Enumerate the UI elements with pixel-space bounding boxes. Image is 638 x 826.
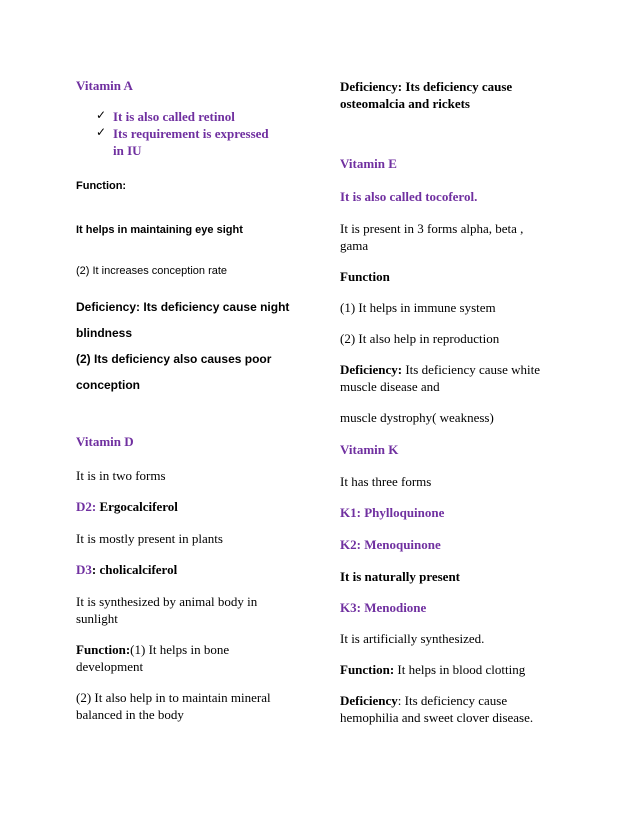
vitamin-d-function-2-cont: balanced in the body: [76, 707, 184, 722]
vitamin-d-function-1: [76, 641, 229, 658]
vitamin-e-deficiency-cont: muscle disease and: [340, 379, 440, 394]
vitamin-a-deficiency-bone-cont: osteomalcia and rickets: [340, 96, 470, 111]
e-deficiency-label: Deficiency:: [340, 362, 403, 377]
vitamin-d2-line: [76, 498, 178, 515]
vitamin-d-function-1-cont: development: [76, 659, 144, 674]
k-deficiency-label: Deficiency: [340, 693, 398, 708]
vitamin-e-deficiency: [340, 361, 540, 378]
vitamin-k-heading: Vitamin K: [340, 442, 399, 457]
vitamin-d-heading: Vitamin D: [76, 434, 134, 449]
k-function-label: Function:: [340, 662, 395, 677]
vitamin-a-function-1: It helps in maintaining eye sight: [76, 224, 243, 236]
vitamin-k-deficiency: [340, 692, 507, 709]
vitamin-a-deficiency-bone: Deficiency: Its deficiency cause: [340, 79, 513, 94]
d2-name: Ergocalciferol: [99, 499, 178, 514]
vitamin-d3-description: It is synthesized by animal body in: [76, 594, 258, 609]
d2-label: D2:: [76, 499, 97, 514]
vitamin-e-function-label: Function: [340, 269, 390, 284]
vitamin-k-function: [340, 661, 525, 678]
vitamin-a-bullet-1: It is also called retinol: [113, 109, 235, 124]
vitamin-k-deficiency-cont: hemophilia and sweet clover disease.: [340, 710, 534, 725]
vitamin-a-deficiency-2: (2) Its deficiency also causes poor: [76, 352, 272, 366]
d-function-text: (1) It helps in bone: [130, 642, 230, 657]
vitamin-e-aka: It is also called tocoferol.: [340, 189, 478, 204]
vitamin-a-function-label: Function:: [76, 180, 127, 192]
vitamin-k-natural: It is naturally present: [340, 569, 461, 584]
vitamin-d-forms: It is in two forms: [76, 468, 166, 483]
vitamin-e-deficiency-cont-2: muscle dystrophy( weakness): [340, 410, 494, 425]
vitamin-d-function-2: (2) It also help in to maintain mineral: [76, 690, 271, 705]
d-function-label: Function:: [76, 642, 131, 657]
vitamin-k2-line: K2: Menoquinone: [340, 537, 441, 552]
vitamin-a-heading: Vitamin A: [76, 78, 133, 93]
k1-name: Phylloquinone: [360, 505, 445, 520]
vitamin-d3-description-cont: sunlight: [76, 611, 118, 626]
vitamin-e-forms: It is present in 3 forms alpha, beta ,: [340, 221, 524, 236]
vitamin-e-heading: Vitamin E: [340, 156, 397, 171]
vitamin-a-bullet-2: Its requirement is expressed: [113, 126, 269, 141]
k-function-text: It helps in blood clotting: [394, 662, 526, 677]
d3-name: : cholicalciferol: [91, 562, 178, 577]
vitamin-a-function-2: (2) It increases conception rate: [76, 265, 228, 277]
vitamin-e-function-1: (1) It helps in immune system: [340, 300, 496, 315]
d3-label: D3: [76, 562, 92, 577]
e-deficiency-text: Its deficiency cause white: [402, 362, 540, 377]
vitamin-e-function-2: (2) It also help in reproduction: [340, 331, 500, 346]
checkmark-icon: ✓: [96, 108, 107, 122]
vitamin-k3-line: K3: Menodione: [340, 600, 427, 615]
checkmark-icon: ✓: [96, 125, 107, 139]
k1-label: K1:: [340, 505, 361, 520]
vitamin-a-deficiency-1: Deficiency: Its deficiency cause night: [76, 300, 290, 314]
vitamin-d2-description: It is mostly present in plants: [76, 531, 223, 546]
vitamin-e-forms-cont: gama: [340, 238, 369, 253]
vitamin-d3-line: [76, 561, 177, 578]
vitamin-a-deficiency-1-cont: blindness: [76, 326, 133, 340]
vitamin-k1-line: [340, 504, 444, 521]
k-deficiency-text: : Its deficiency cause: [397, 693, 508, 708]
vitamin-a-bullet-2-cont: in IU: [113, 143, 142, 158]
vitamin-a-deficiency-2-cont: conception: [76, 378, 141, 392]
vitamin-k-forms: It has three forms: [340, 474, 432, 489]
vitamin-k-artificial: It is artificially synthesized.: [340, 631, 485, 646]
